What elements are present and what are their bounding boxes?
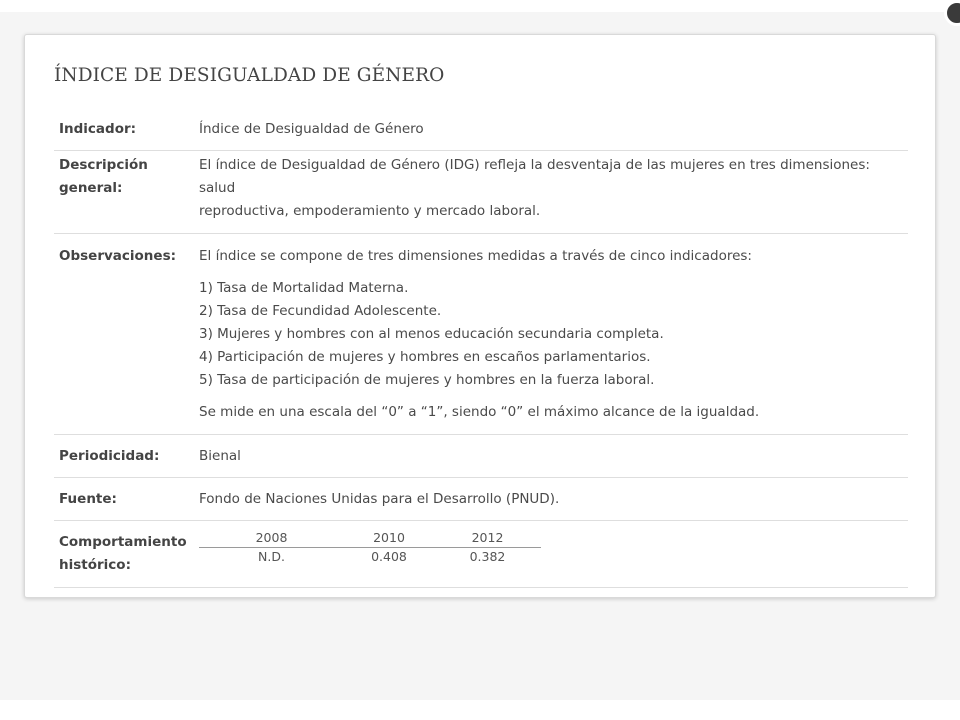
value-observaciones (199, 245, 908, 424)
value-cell: 0.408 (371, 548, 407, 564)
label-historico (54, 531, 199, 587)
row-historico (54, 521, 908, 588)
value-descripcion (199, 154, 908, 223)
label-descripcion (54, 154, 199, 223)
list-item: 2) Tasa de Fecundidad Adolescente. (199, 303, 442, 319)
year-cell: 2012 (434, 530, 541, 547)
row-observaciones (54, 234, 908, 435)
list-item: 4) Participación de mujeres y hombres en escaños parlamentarios. (199, 349, 651, 365)
card-title: ÍNDICE DE DESIGUALDAD DE GÉNERO (54, 65, 445, 86)
list-item: 5) Tasa de participación de mujeres y hombres en la fuerza laboral. (199, 372, 655, 388)
year-cell: 2008 (199, 530, 344, 547)
label-fuente: Fuente: (59, 491, 117, 507)
historical-value-row (199, 547, 541, 566)
observaciones-scale: Se mide en una escala del “0” a “1”, siendo “0” el máximo alcance de la igualdad. (199, 404, 760, 420)
observaciones-intro: El índice se compone de tres dimensiones medidas a través de cinco indicadores: (199, 248, 752, 264)
historical-table (199, 530, 541, 566)
indicator-details (54, 107, 908, 588)
list-item: 3) Mujeres y hombres con al menos educación secundaria completa. (199, 326, 664, 342)
row-indicador (54, 107, 908, 151)
value-periodicidad: Bienal (199, 448, 241, 464)
value-descripcion-line2: reproductiva, empoderamiento y mercado laboral. (199, 203, 541, 219)
row-descripcion (54, 151, 908, 234)
row-fuente (54, 478, 908, 521)
value-cell: 0.382 (469, 548, 506, 564)
observaciones-list (199, 277, 904, 392)
year-cell: 2010 (344, 530, 434, 547)
value-historico (199, 531, 908, 587)
value-descripcion-line1: El índice de Desigualdad de Género (IDG) refleja la desventaja de las mujeres en tres dimensiones: salud (199, 157, 870, 196)
value-fuente: Fondo de Naciones Unidas para el Desarrollo (PNUD). (199, 491, 560, 507)
row-periodicidad (54, 435, 908, 478)
list-item: 1) Tasa de Mortalidad Materna. (199, 280, 409, 296)
label-descripcion-line1: Descripción (59, 157, 148, 173)
label-periodicidad: Periodicidad: (59, 448, 160, 464)
label-historico-line1: Comportamiento (59, 534, 187, 550)
historical-header-row (199, 530, 541, 547)
label-observaciones: Observaciones: (59, 248, 177, 264)
top-strip (0, 0, 960, 12)
bottom-strip (0, 700, 960, 720)
value-indicador: Índice de Desigualdad de Género (199, 121, 424, 137)
value-cell: N.D. (258, 548, 285, 564)
indicator-card (24, 34, 936, 598)
label-descripcion-line2: general: (59, 180, 123, 196)
label-indicador: Indicador: (59, 121, 137, 137)
label-historico-line2: histórico: (59, 557, 131, 573)
